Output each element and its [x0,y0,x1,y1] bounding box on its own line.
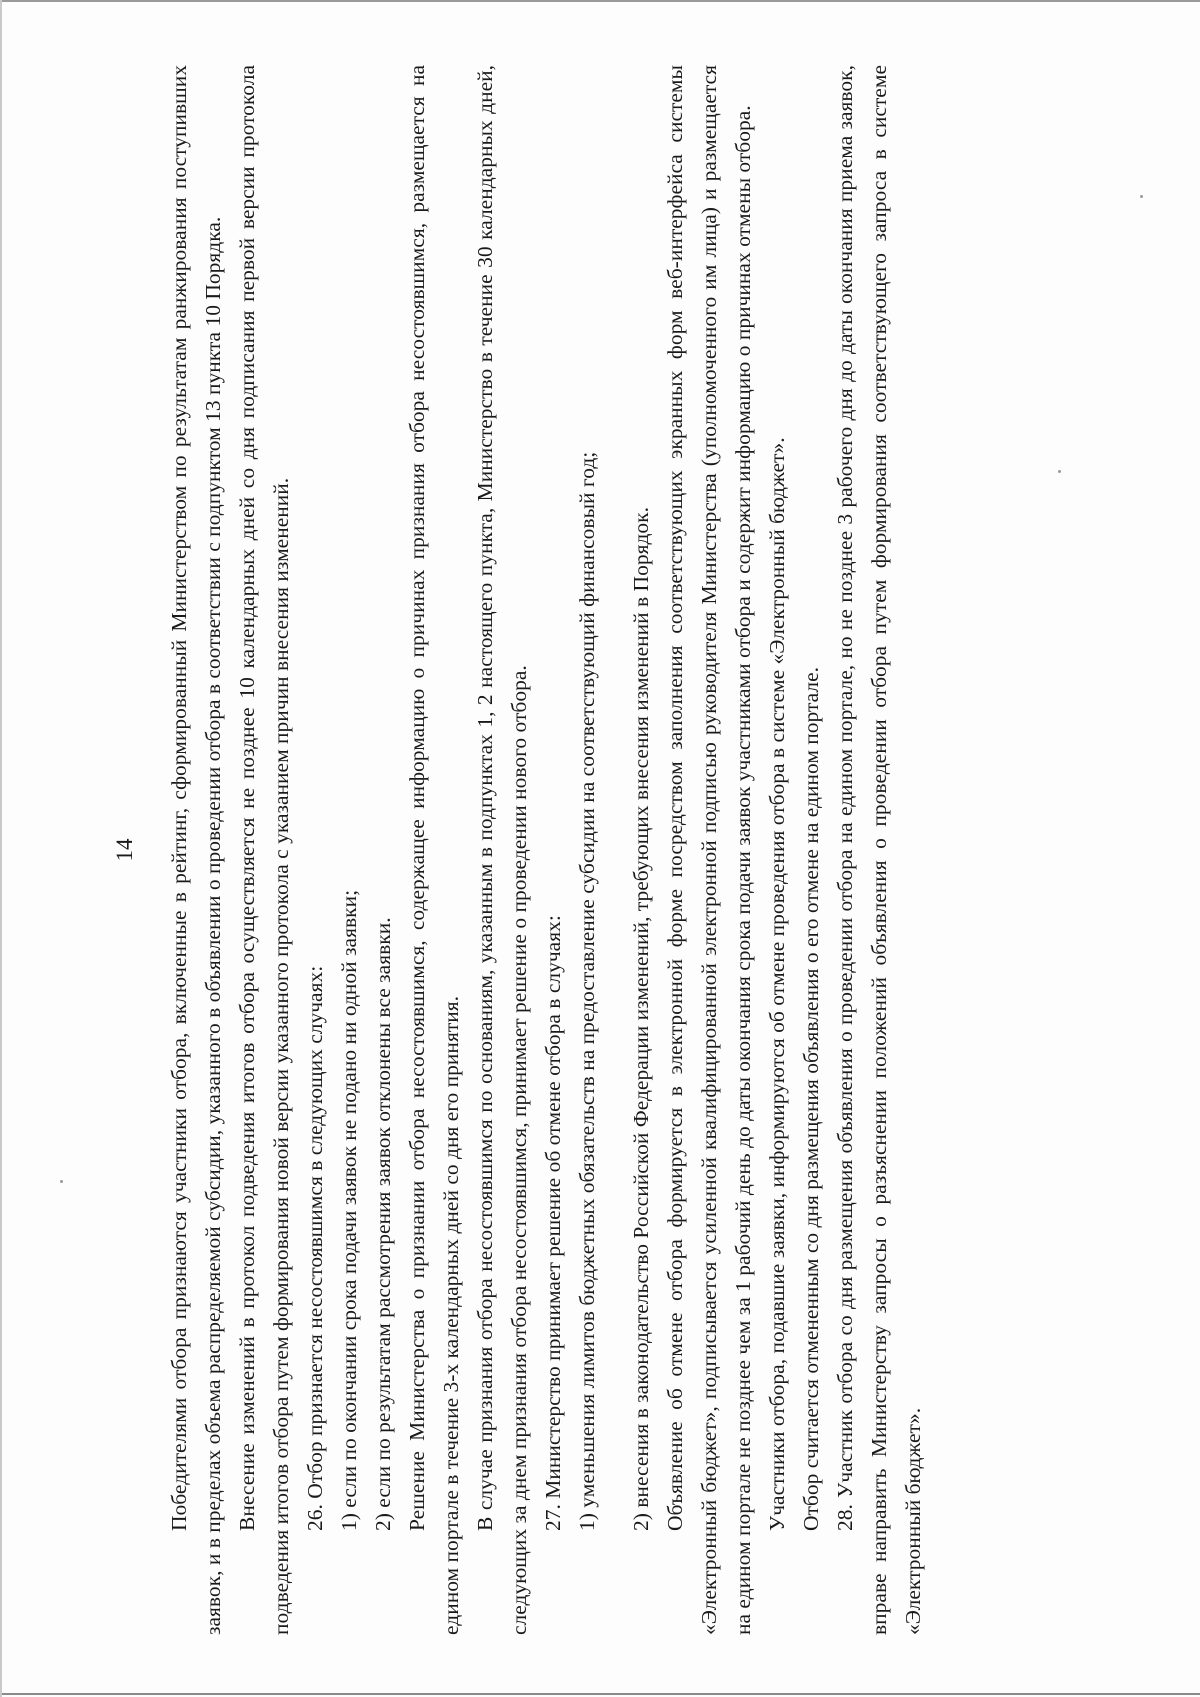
paragraph: Отбор считается отмененным со дня размещения объявления о его отмене на едином портале. [799,666,823,1531]
scan-edge-top [0,0,1200,2]
scan-speck [60,1180,63,1183]
list-item: 2) внесения в законодательство Российской Федерации изменений, требующих внесения изменений в Порядок. [629,507,653,1531]
list-item: 2) если по результатам рассмотрения заявок отклонены все заявки. [371,917,395,1531]
rotated-document-content [92,65,1112,1635]
paragraph: Объявление об отмене отбора формируется в электронной форме посредством заполнения соответствующих экранных форм веб-интерфейса системы «Электронный бюджет», подписывается усиленной квалифицированной электронной подписью руководителя Министерства (уполномоченного им лица) и размещается на едином портале не позднее чем за 1 рабочий день до даты окончания срока подачи заявок участниками отбора и содержит информацию о причинах отмены отбора. [663,65,755,1635]
paragraph: Победителями отбора признаются участники отбора, включенные в рейтинг, сформированный Министерством по результатам ранжирования поступивших заявок, и в пределах объема распределяемой субсидии, указанного в объявлении о проведении отбора в соответствии с подпунктом 13 пункта 10 Порядка. [167,65,225,1635]
paragraph: 27. Министерство принимает решение об отмене отбора в случаях: [541,915,565,1531]
scan-edge-left [0,0,2,1697]
paragraph: 26. Отбор признается несостоявшимся в следующих случаях: [303,965,327,1531]
document-body [162,65,930,1635]
paragraph: Участники отбора, подавшие заявки, информируются об отмене проведения отбора в системе «Электронный бюджет». [765,437,789,1531]
scan-speck [1140,195,1143,198]
paragraph: 28. Участник отбора со дня размещения объявления о проведении отбора на едином портале, но не позднее 3 рабочего дня до даты окончания приема заявок, вправе направить Министерству запросы о разъяснении положений объявления о проведении отбора путем формирования соответствующего запроса в системе «Электронный бюджет». [833,65,925,1635]
list-item: 1) уменьшения лимитов бюджетных обязательств на предоставление субсидии на соответствующий финансовый год; [575,451,599,1531]
paragraph: В случае признания отбора несостоявшимся по основаниям, указанным в подпунктах 1, 2 настоящего пункта, Министерство в течение 30 календарных дней, следующих за днем признания отбора несостоявшимся, принимает решение о проведении нового отбора. [473,65,531,1635]
scan-edge-bottom [0,1693,1200,1695]
page-number: 14 [112,838,137,862]
paragraph: Решение Министерства о признании отбора несостоявшимся, содержащее информацию о причинах признания отбора несостоявшимся, размещается на едином портале в течение 3-х календарных дней со дня его принятия. [405,65,463,1635]
list-item: 1) если по окончании срока подачи заявок не подано ни одной заявки; [337,889,361,1531]
paragraph: Внесение изменений в протокол подведения итогов отбора осуществляется не позднее 10 календарных дней со дня подписания первой версии протокола подведения итогов отбора путем формирования новой версии указанного протокола с указанием причин внесения изменений. [235,65,293,1635]
